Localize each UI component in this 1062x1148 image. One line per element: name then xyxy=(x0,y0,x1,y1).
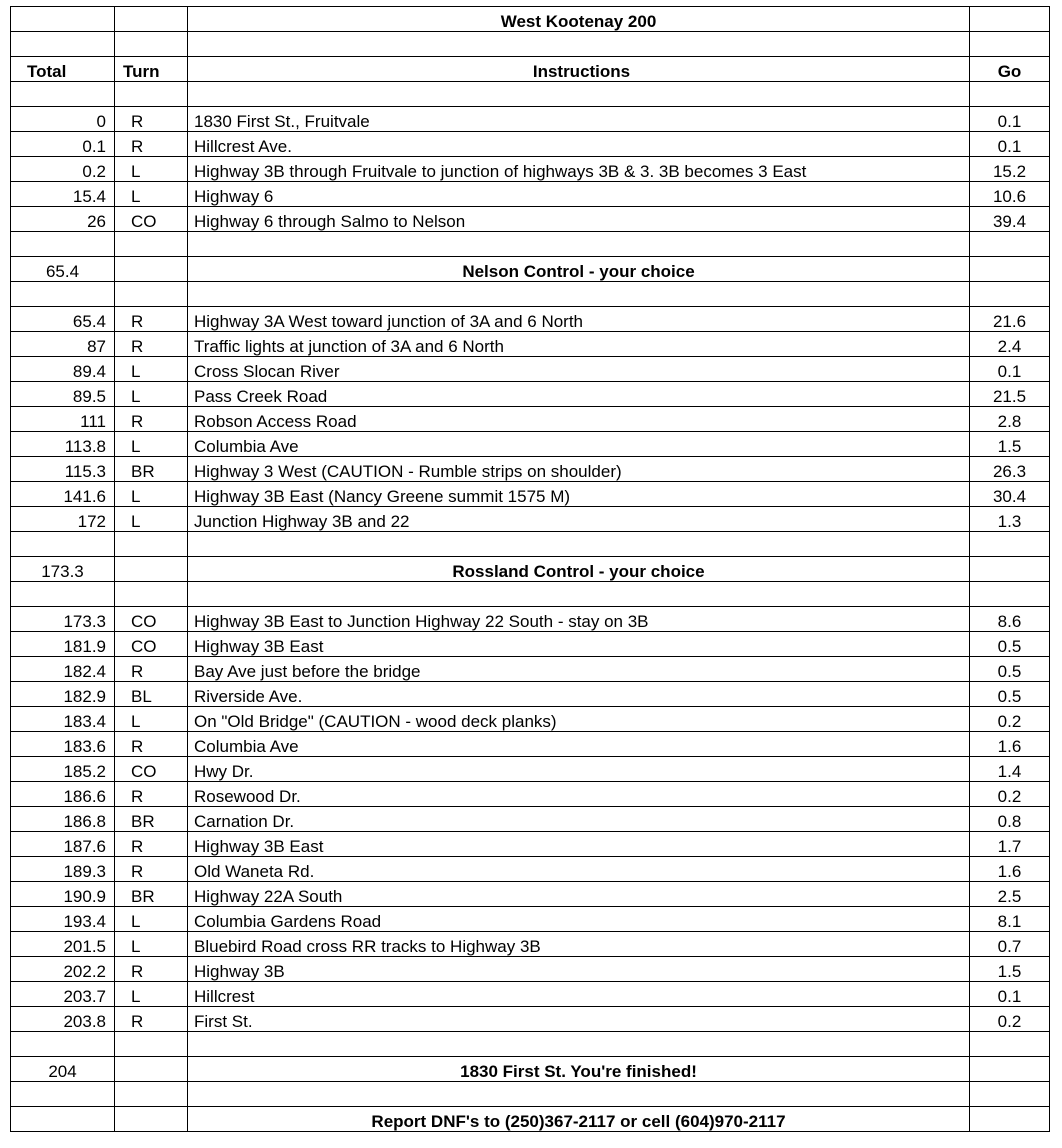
step-go: 1.6 xyxy=(970,732,1050,757)
route-step-row xyxy=(11,807,1050,832)
route-step-row xyxy=(11,757,1050,782)
step-instruction: On "Old Bridge" (CAUTION - wood deck planks) xyxy=(188,707,970,732)
finish-total: 204 xyxy=(11,1057,115,1082)
step-instruction: Carnation Dr. xyxy=(188,807,970,832)
finish-row xyxy=(11,1057,1050,1082)
step-instruction: Highway 3B through Fruitvale to junction of highways 3B & 3. 3B becomes 3 East xyxy=(188,157,970,182)
step-go: 8.6 xyxy=(970,607,1050,632)
step-instruction: Highway 6 xyxy=(188,182,970,207)
step-total: 187.6 xyxy=(11,832,115,857)
step-total: 201.5 xyxy=(11,932,115,957)
header-instructions: Instructions xyxy=(188,57,970,82)
step-instruction: Old Waneta Rd. xyxy=(188,857,970,882)
step-instruction: Pass Creek Road xyxy=(188,382,970,407)
step-go: 1.5 xyxy=(970,432,1050,457)
step-instruction: Hillcrest xyxy=(188,982,970,1007)
step-turn: R xyxy=(115,657,188,682)
spacer-row xyxy=(11,1082,1050,1107)
step-go: 0.5 xyxy=(970,682,1050,707)
step-turn: R xyxy=(115,732,188,757)
step-total: 190.9 xyxy=(11,882,115,907)
step-go: 1.7 xyxy=(970,832,1050,857)
step-total: 65.4 xyxy=(11,307,115,332)
step-go: 2.8 xyxy=(970,407,1050,432)
step-total: 183.6 xyxy=(11,732,115,757)
route-step-row xyxy=(11,907,1050,932)
step-total: 89.4 xyxy=(11,357,115,382)
step-instruction: Hillcrest Ave. xyxy=(188,132,970,157)
step-turn: L xyxy=(115,157,188,182)
step-go: 2.5 xyxy=(970,882,1050,907)
step-total: 203.8 xyxy=(11,1007,115,1032)
route-step-row xyxy=(11,107,1050,132)
step-go: 39.4 xyxy=(970,207,1050,232)
header-go: Go xyxy=(970,57,1050,82)
header-total: Total xyxy=(11,57,115,82)
route-step-row xyxy=(11,957,1050,982)
report-dnf-text: Report DNF's to (250)367-2117 or cell (604)970-2117 xyxy=(188,1107,970,1132)
step-go: 0.1 xyxy=(970,357,1050,382)
step-instruction: Highway 3 West (CAUTION - Rumble strips on shoulder) xyxy=(188,457,970,482)
route-step-row xyxy=(11,782,1050,807)
step-go: 30.4 xyxy=(970,482,1050,507)
control-row-rossland xyxy=(11,557,1050,582)
step-instruction: Highway 3B xyxy=(188,957,970,982)
route-step-row xyxy=(11,607,1050,632)
step-instruction: Highway 6 through Salmo to Nelson xyxy=(188,207,970,232)
step-total: 182.9 xyxy=(11,682,115,707)
route-step-row xyxy=(11,207,1050,232)
step-total: 203.7 xyxy=(11,982,115,1007)
step-go: 0.1 xyxy=(970,982,1050,1007)
step-go: 0.7 xyxy=(970,932,1050,957)
step-go: 21.5 xyxy=(970,382,1050,407)
step-instruction: Columbia Ave xyxy=(188,732,970,757)
step-turn: L xyxy=(115,482,188,507)
route-step-row xyxy=(11,507,1050,532)
step-instruction: Highway 3B East (Nancy Greene summit 1575 M) xyxy=(188,482,970,507)
title-row xyxy=(11,7,1050,32)
step-turn: CO xyxy=(115,207,188,232)
step-total: 181.9 xyxy=(11,632,115,657)
step-instruction: Highway 22A South xyxy=(188,882,970,907)
step-total: 0.1 xyxy=(11,132,115,157)
step-go: 1.4 xyxy=(970,757,1050,782)
route-step-row xyxy=(11,982,1050,1007)
route-step-row xyxy=(11,332,1050,357)
step-turn: BR xyxy=(115,457,188,482)
step-turn: R xyxy=(115,782,188,807)
step-instruction: Rosewood Dr. xyxy=(188,782,970,807)
step-turn: L xyxy=(115,932,188,957)
step-total: 186.6 xyxy=(11,782,115,807)
route-step-row xyxy=(11,882,1050,907)
step-total: 0 xyxy=(11,107,115,132)
spacer-row xyxy=(11,1032,1050,1057)
step-go: 15.2 xyxy=(970,157,1050,182)
route-step-row xyxy=(11,407,1050,432)
route-step-row xyxy=(11,382,1050,407)
spacer-row xyxy=(11,232,1050,257)
step-instruction: Bay Ave just before the bridge xyxy=(188,657,970,682)
step-total: 182.4 xyxy=(11,657,115,682)
spacer-row xyxy=(11,82,1050,107)
step-instruction: Columbia Ave xyxy=(188,432,970,457)
step-total: 113.8 xyxy=(11,432,115,457)
route-step-row xyxy=(11,307,1050,332)
control-total: 173.3 xyxy=(11,557,115,582)
step-turn: R xyxy=(115,407,188,432)
step-go: 8.1 xyxy=(970,907,1050,932)
step-go: 1.6 xyxy=(970,857,1050,882)
header-row xyxy=(11,57,1050,82)
step-go: 0.1 xyxy=(970,132,1050,157)
blank-cell xyxy=(11,7,115,32)
step-instruction: Hwy Dr. xyxy=(188,757,970,782)
step-turn: L xyxy=(115,382,188,407)
step-turn: CO xyxy=(115,607,188,632)
sheet-title: West Kootenay 200 xyxy=(188,7,970,32)
step-turn: R xyxy=(115,832,188,857)
step-total: 115.3 xyxy=(11,457,115,482)
route-step-row xyxy=(11,182,1050,207)
step-turn: CO xyxy=(115,632,188,657)
step-instruction: Robson Access Road xyxy=(188,407,970,432)
route-step-row xyxy=(11,682,1050,707)
step-turn: L xyxy=(115,507,188,532)
step-instruction: Highway 3A West toward junction of 3A and 6 North xyxy=(188,307,970,332)
step-total: 173.3 xyxy=(11,607,115,632)
cue-sheet-table xyxy=(10,6,1050,1132)
step-total: 87 xyxy=(11,332,115,357)
step-total: 189.3 xyxy=(11,857,115,882)
step-total: 141.6 xyxy=(11,482,115,507)
step-turn: R xyxy=(115,132,188,157)
step-instruction: Cross Slocan River xyxy=(188,357,970,382)
step-turn: CO xyxy=(115,757,188,782)
step-turn: R xyxy=(115,1007,188,1032)
step-total: 0.2 xyxy=(11,157,115,182)
step-total: 172 xyxy=(11,507,115,532)
route-step-row xyxy=(11,707,1050,732)
step-go: 0.5 xyxy=(970,632,1050,657)
step-go: 10.6 xyxy=(970,182,1050,207)
step-go: 21.6 xyxy=(970,307,1050,332)
control-label: Nelson Control - your choice xyxy=(188,257,970,282)
step-total: 185.2 xyxy=(11,757,115,782)
step-instruction: Riverside Ave. xyxy=(188,682,970,707)
route-step-row xyxy=(11,732,1050,757)
step-go: 0.2 xyxy=(970,782,1050,807)
control-row-nelson xyxy=(11,257,1050,282)
step-go: 0.2 xyxy=(970,707,1050,732)
finish-label: 1830 First St. You're finished! xyxy=(188,1057,970,1082)
route-step-row xyxy=(11,932,1050,957)
blank-cell xyxy=(115,7,188,32)
step-total: 183.4 xyxy=(11,707,115,732)
spacer-row xyxy=(11,532,1050,557)
step-turn: BR xyxy=(115,882,188,907)
blank-cell xyxy=(970,7,1050,32)
footer-row xyxy=(11,1107,1050,1132)
control-label: Rossland Control - your choice xyxy=(188,557,970,582)
step-turn: R xyxy=(115,307,188,332)
step-turn: BL xyxy=(115,682,188,707)
route-step-row xyxy=(11,357,1050,382)
step-turn: R xyxy=(115,857,188,882)
step-total: 111 xyxy=(11,407,115,432)
spacer-row xyxy=(11,32,1050,57)
route-step-row xyxy=(11,657,1050,682)
step-instruction: Highway 3B East xyxy=(188,632,970,657)
step-turn: R xyxy=(115,107,188,132)
route-step-row xyxy=(11,1007,1050,1032)
step-instruction: Bluebird Road cross RR tracks to Highway 3B xyxy=(188,932,970,957)
route-step-row xyxy=(11,482,1050,507)
step-instruction: 1830 First St., Fruitvale xyxy=(188,107,970,132)
step-turn: BR xyxy=(115,807,188,832)
step-total: 26 xyxy=(11,207,115,232)
step-turn: L xyxy=(115,907,188,932)
route-step-row xyxy=(11,857,1050,882)
route-step-row xyxy=(11,432,1050,457)
spacer-row xyxy=(11,282,1050,307)
step-turn: R xyxy=(115,957,188,982)
spacer-row xyxy=(11,582,1050,607)
step-go: 0.1 xyxy=(970,107,1050,132)
step-go: 0.5 xyxy=(970,657,1050,682)
step-total: 15.4 xyxy=(11,182,115,207)
step-go: 1.3 xyxy=(970,507,1050,532)
step-turn: L xyxy=(115,357,188,382)
step-go: 1.5 xyxy=(970,957,1050,982)
route-step-row xyxy=(11,832,1050,857)
step-total: 186.8 xyxy=(11,807,115,832)
control-total: 65.4 xyxy=(11,257,115,282)
step-instruction: Highway 3B East to Junction Highway 22 South - stay on 3B xyxy=(188,607,970,632)
step-go: 26.3 xyxy=(970,457,1050,482)
step-turn: L xyxy=(115,432,188,457)
step-go: 0.8 xyxy=(970,807,1050,832)
step-go: 0.2 xyxy=(970,1007,1050,1032)
step-go: 2.4 xyxy=(970,332,1050,357)
step-turn: L xyxy=(115,707,188,732)
route-step-row xyxy=(11,457,1050,482)
step-instruction: Columbia Gardens Road xyxy=(188,907,970,932)
route-step-row xyxy=(11,132,1050,157)
step-total: 89.5 xyxy=(11,382,115,407)
step-instruction: Highway 3B East xyxy=(188,832,970,857)
step-turn: L xyxy=(115,182,188,207)
step-total: 193.4 xyxy=(11,907,115,932)
route-step-row xyxy=(11,157,1050,182)
step-instruction: Junction Highway 3B and 22 xyxy=(188,507,970,532)
step-instruction: Traffic lights at junction of 3A and 6 North xyxy=(188,332,970,357)
step-turn: R xyxy=(115,332,188,357)
step-total: 202.2 xyxy=(11,957,115,982)
route-step-row xyxy=(11,632,1050,657)
step-turn: L xyxy=(115,982,188,1007)
step-instruction: First St. xyxy=(188,1007,970,1032)
header-turn: Turn xyxy=(115,57,188,82)
